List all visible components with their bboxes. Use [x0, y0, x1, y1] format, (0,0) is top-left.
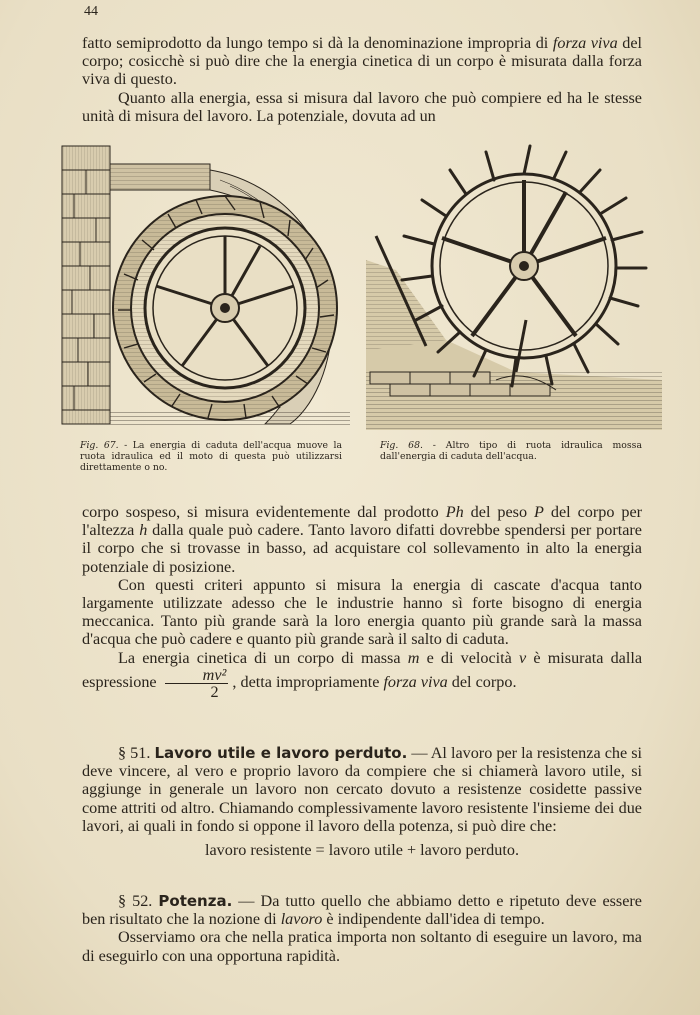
section-52 — [82, 892, 642, 965]
water-wheel-illustration — [60, 140, 354, 430]
section-number: § 51. — [118, 744, 151, 762]
italic-term: forza viva — [552, 34, 618, 52]
text-run: — Al lavoro per la resistenza che si deve vincere, al vero e proprio lavoro da compiere che si chiamerà lavoro utile, si aggiunge in generale un lavoro non cercato dovuto a resistenze cosidette passive come attriti od altro. Chiamando complessivamente lavoro resistente l'insieme dei due lavori, ai quali in fondo si oppone il lavoro della potenza, si può dire che: — [82, 744, 643, 835]
text-run: La energia cinetica di un corpo di massa — [118, 648, 401, 667]
math-var: m — [407, 648, 420, 667]
section-title: Lavoro utile e lavoro perduto. — [154, 744, 408, 762]
text-run: , detta impropriamente — [232, 673, 380, 692]
formula-denominator: 2 — [210, 682, 219, 701]
figure-67-water-wheel — [60, 140, 354, 430]
text-run: del corpo. — [451, 673, 517, 692]
caption-label: Fig. 68. — [380, 440, 423, 451]
caption-label: Fig. 67. — [80, 440, 119, 451]
text-run: dalla quale può cadere. Tanto lavoro difatti dovrebbe spendersi per portare il corpo che si trovasse in basso, ad acquistare col sollevamento in alto la energia potenziale di posizione. — [82, 521, 642, 576]
text-run: — Da tutto quello che abbiamo detto e ripetuto deve essere ben risultato che la nozione di — [82, 892, 642, 929]
caption-text: - La energia di caduta dell'acqua muove la ruota idraulica ed il moto di questa può utilizzarsi direttamente o no. — [80, 440, 342, 473]
paragraph — [82, 892, 642, 928]
section-number: § 52. — [118, 892, 153, 910]
text-run: è indipendente dall'idea di tempo. — [326, 910, 545, 929]
paragraph — [82, 34, 642, 89]
text-run: del corpo per l'altezza — [82, 503, 643, 540]
formula-numerator: mv² — [165, 667, 229, 684]
italic-term: forza viva — [383, 673, 448, 692]
math-var: v — [519, 648, 527, 667]
paragraph — [82, 744, 642, 835]
paragraph — [82, 503, 642, 576]
caption-text: - Altro tipo di ruota idraulica mossa dall'energia di caduta dell'acqua. — [380, 440, 642, 462]
math-var: h — [139, 521, 148, 540]
work-equation: lavoro resistente = lavoro utile + lavoro perduto. — [204, 841, 520, 860]
kinetic-energy-formula — [165, 667, 229, 700]
section-51 — [82, 744, 642, 863]
text-run: del corpo; cosicchè si può dire che la energia cinetica di un corpo è misurata dalla forza viva di questo. — [82, 34, 643, 89]
section-title: Potenza. — [158, 892, 233, 910]
text-block-top — [82, 34, 642, 125]
figure-68-caption — [380, 440, 642, 462]
page-number: 44 — [84, 4, 98, 19]
figure-67-caption — [80, 440, 342, 473]
text-run: del peso — [470, 503, 528, 521]
text-run: fatto semiprodotto da lungo tempo si dà la denominazione impropria di — [82, 34, 549, 52]
text-run: e di velocità — [426, 648, 512, 667]
text-run: corpo sospeso, si misura evidentemente dal prodotto — [82, 503, 439, 521]
paragraph: Con questi criteri appunto si misura la energia di cascate d'acqua tanto largamente utilizzate adesso che le industrie hanno sì forte bisogno di energia meccanica. Tanto più grande sarà la loro energia quanto più grande sarà la massa d'acqua che può cadere e quanto più grande sarà il salto di caduta. — [82, 575, 642, 649]
paragraph — [82, 649, 642, 700]
paddle-wheel-illustration — [366, 140, 662, 430]
math-var: P — [534, 503, 544, 521]
figure-68-water-wheel — [366, 140, 662, 430]
math-var: Ph — [445, 503, 464, 521]
paragraph: Quanto alla energia, essa si misura dal lavoro che può compiere ed ha le stesse unità di misura del lavoro. La potenziale, dovuta ad un — [82, 88, 642, 125]
paragraph: Osserviamo ora che nella pratica importa non soltanto di eseguire un lavoro, ma di eseguirlo con una opportuna rapidità. — [82, 928, 642, 965]
text-run: è misurata dalla espressione — [82, 648, 643, 692]
italic-term: lavoro — [280, 910, 323, 929]
text-block-middle — [82, 503, 642, 700]
